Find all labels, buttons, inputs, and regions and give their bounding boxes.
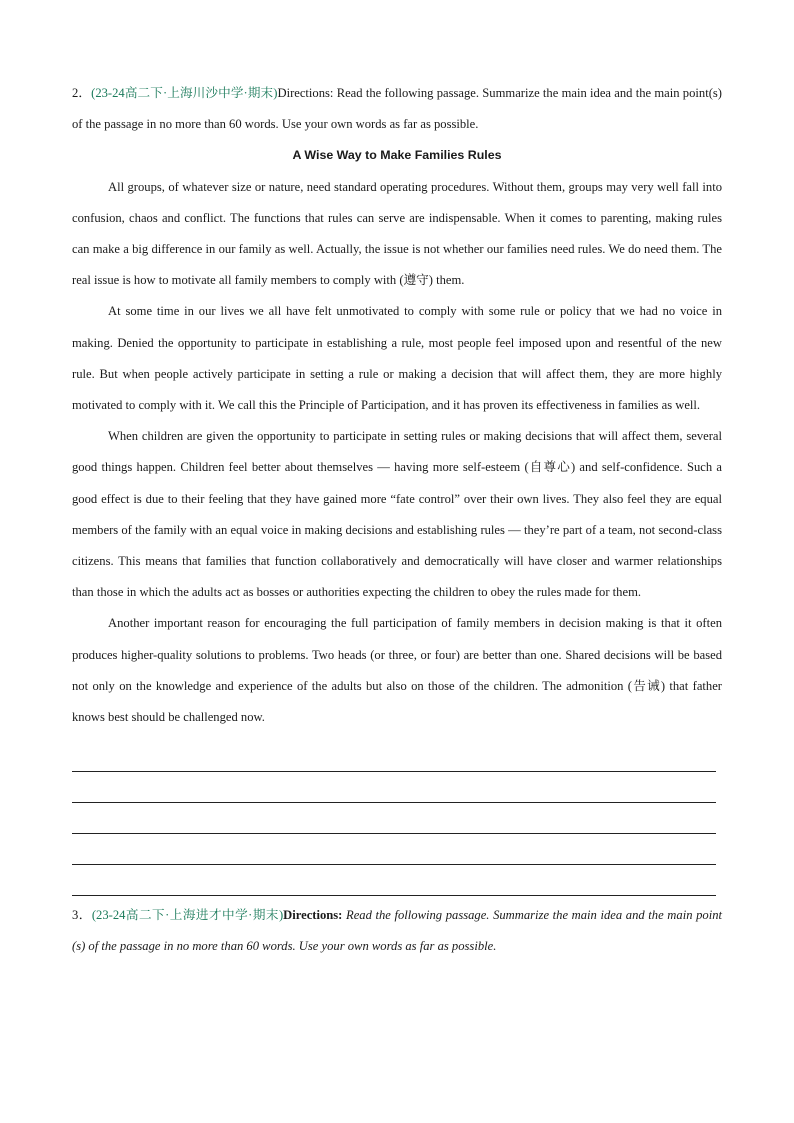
question-source: (23-24高二下·上海进才中学·期末) bbox=[91, 908, 284, 923]
answer-line[interactable] bbox=[72, 803, 716, 834]
answer-line[interactable] bbox=[72, 834, 716, 865]
passage-paragraph: At some time in our lives we all have felt unmotivated to comply with some rule or policy that we had no voice in making. Denied the opportunity to participate in establishing a rule, most people feel imposed upon and resentful of the new rule. But when people actively participate in setting a rule or making a decision that will affect them, they are more highly motivated to comply with it. We call this the Principle of Participation, and it has proven its effectiveness in families as well. bbox=[72, 304, 722, 413]
passage-paragraph: When children are given the opportunity to participate in setting rules or making decisions that will affect them, several good things happen. Children feel better about themselves — having more self-esteem (自尊心) and self-confidence. Such a good effect is due to their feeling that they have gained more “fate control” over their own lives. They also feel they are equal members of the family with an equal voice in making decisions and establishing rules — they’re part of a team, not second-class citizens. This means that families that function collaboratively and democratically will have closer and warmer relationships than those in which the adults act as bosses or authorities expecting the children to obey the rules made for them. bbox=[72, 429, 722, 600]
passage-title: A Wise Way to Make Families Rules bbox=[292, 148, 502, 163]
passage-paragraph: All groups, of whatever size or nature, need standard operating procedures. Without them, groups may very well fall into confusion, chaos and conflict. The functions that rules can serve are indispensable. When it comes to parenting, making rules can make a big difference in our family as well. Actually, the issue is not whether our families need rules. We do need them. The real issue is how to motivate all family members to comply with (遵守) them. bbox=[72, 179, 722, 288]
question-directions: Directions: Read the following passage. Summarize the main idea and the main point(s) of the passage in no more than 60 words. Use your own words as far as possible. bbox=[72, 86, 722, 132]
answer-line[interactable] bbox=[72, 741, 716, 772]
question-directions: Read the following passage. Summarize the main idea and the main point (s) of the passage in no more than 60 words. Use your own words as far as possible. bbox=[72, 908, 722, 954]
answer-area[interactable] bbox=[72, 741, 716, 896]
passage-paragraph: Another important reason for encouraging the full participation of family members in decision making is that it often produces higher-quality solutions to problems. Two heads (or three, or four) are better than one. Shared decisions will be based not only on the knowledge and experience of the adults but also on those of the children. The admonition (告诫) that father knows best should be challenged now. bbox=[72, 616, 722, 725]
answer-line[interactable] bbox=[72, 865, 716, 896]
page-content bbox=[72, 78, 722, 963]
question-2-header bbox=[72, 78, 722, 140]
answer-line[interactable] bbox=[72, 772, 716, 803]
question-3-header bbox=[72, 900, 722, 962]
question-directions-label: Directions: bbox=[283, 908, 343, 923]
question-number: 3． bbox=[72, 908, 92, 923]
question-source: (23-24高二下·上海川沙中学·期末) bbox=[91, 86, 278, 100]
question-number: 2． bbox=[72, 86, 92, 100]
